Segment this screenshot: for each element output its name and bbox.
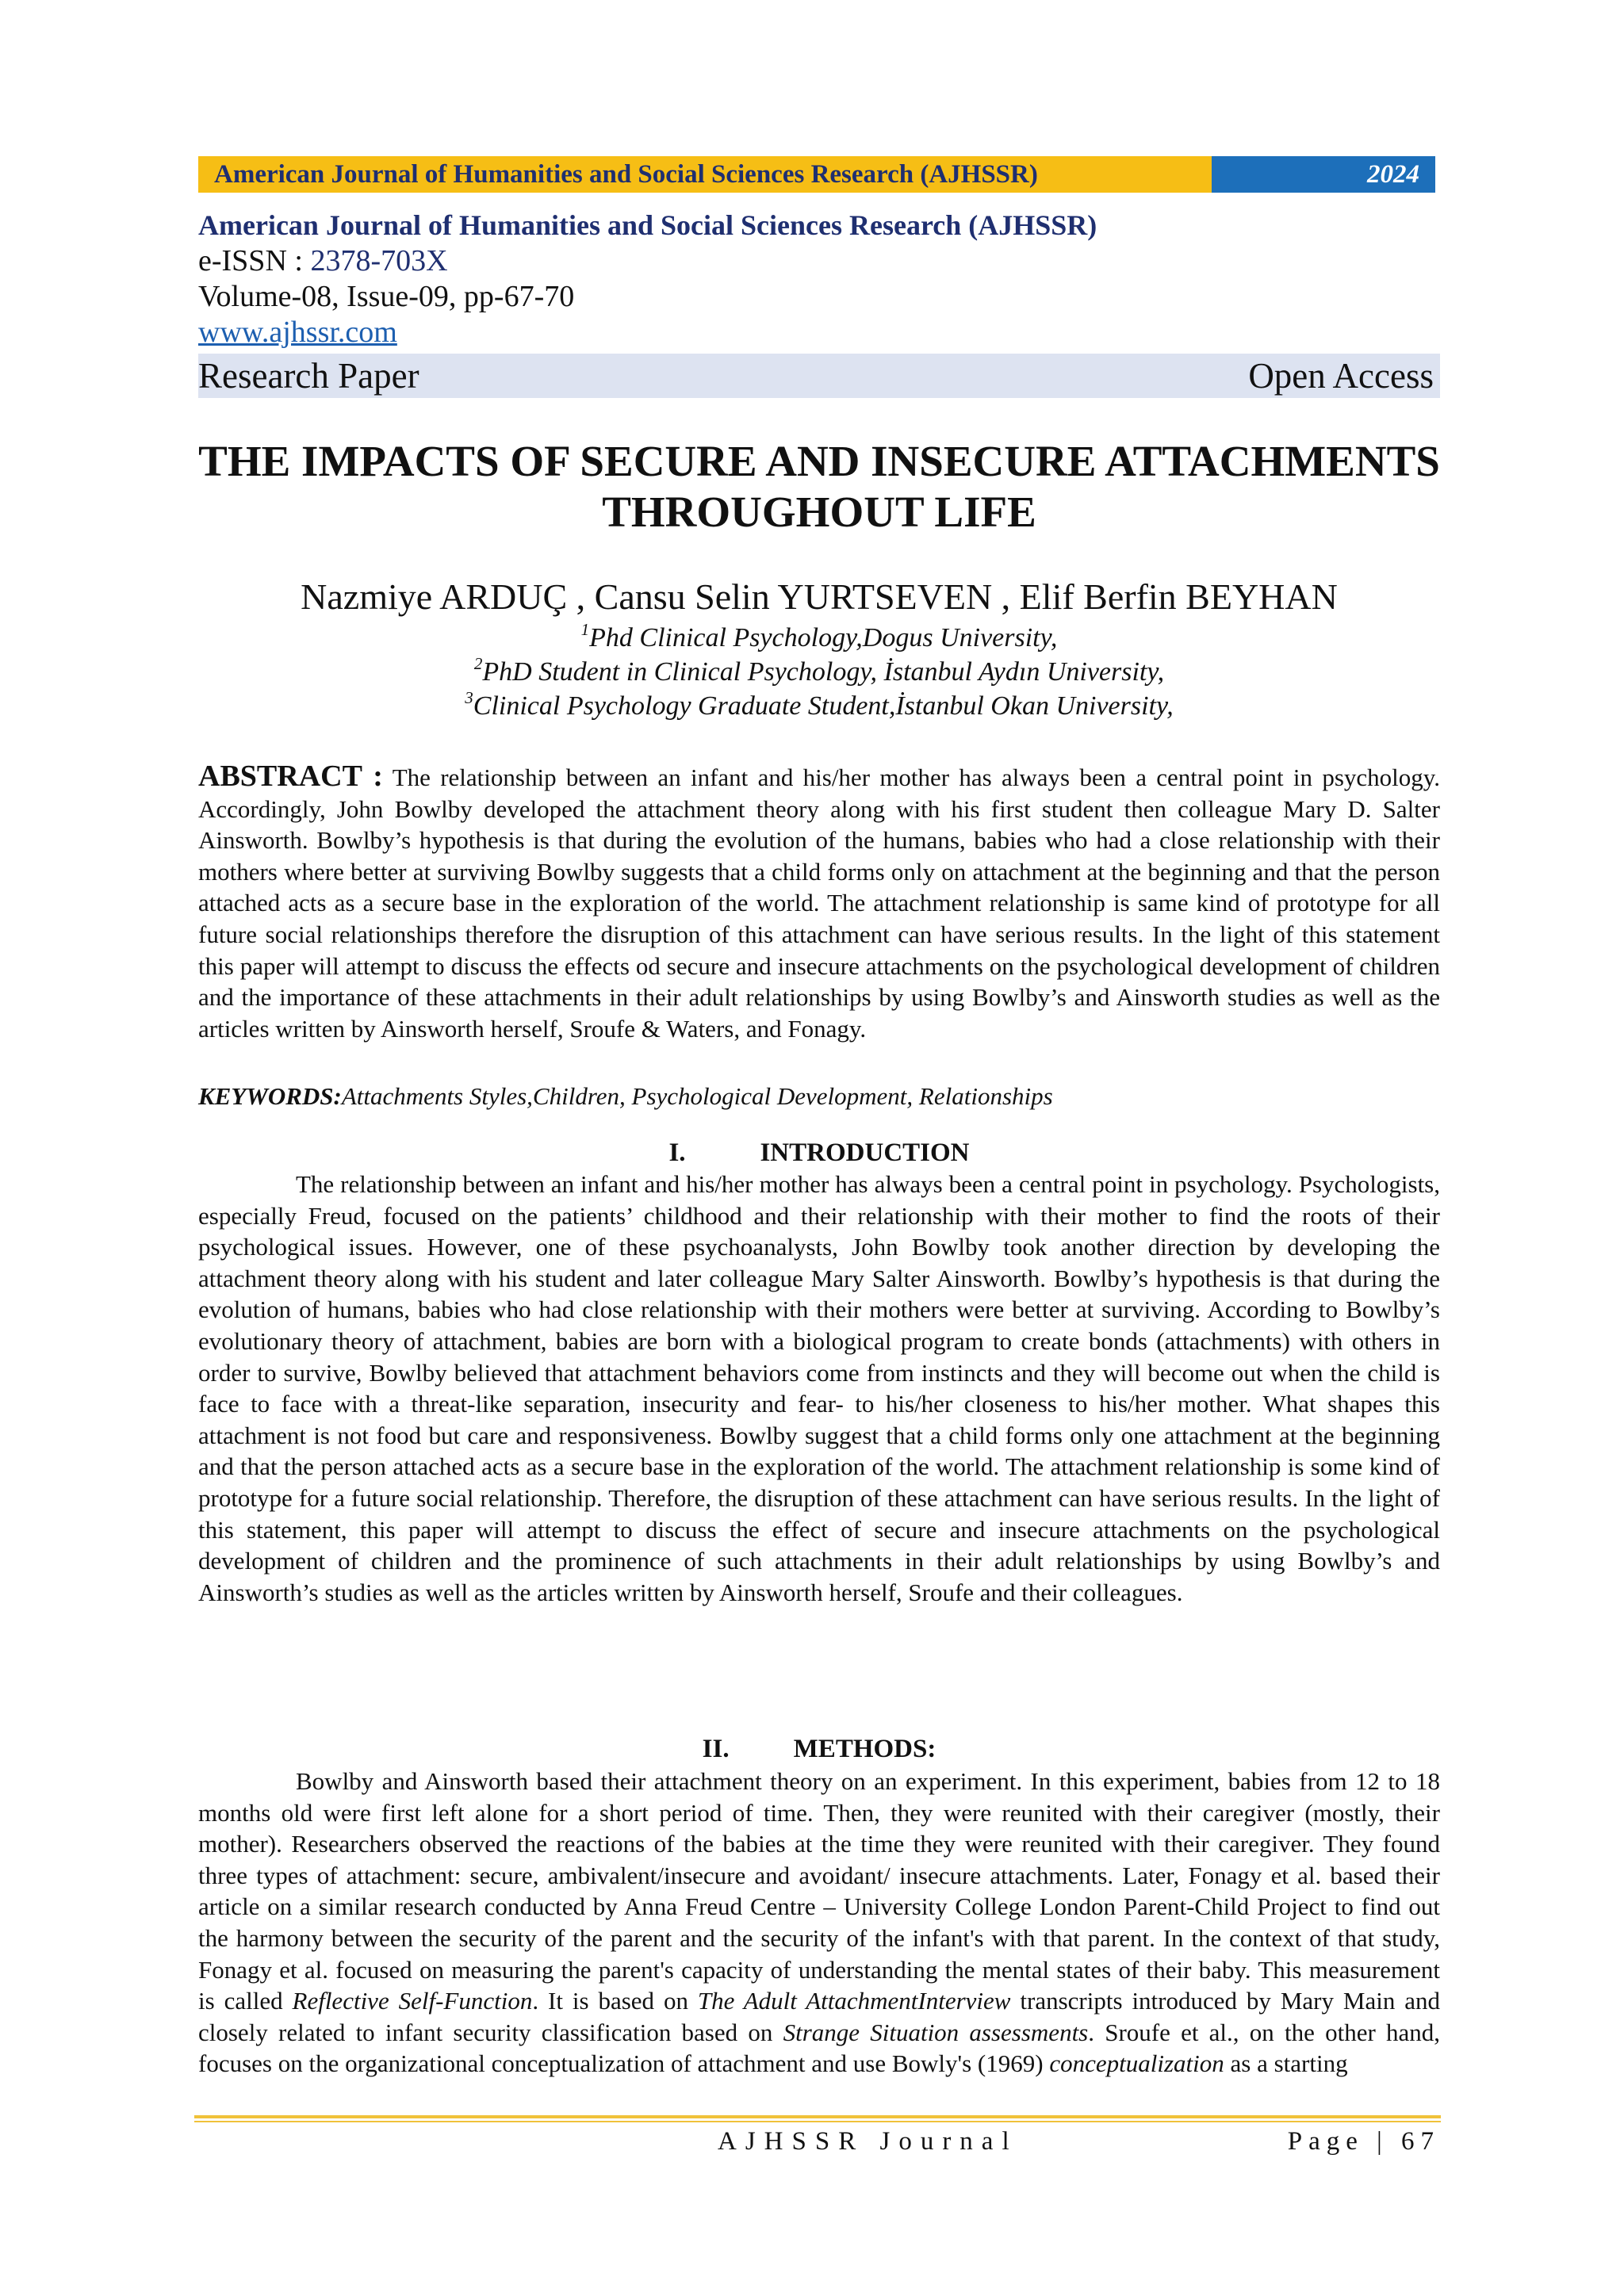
issn-value: 2378-703X bbox=[310, 244, 448, 277]
header-band-year: 2024 bbox=[1212, 156, 1435, 193]
open-access-label: Open Access bbox=[1248, 356, 1434, 396]
journal-name: American Journal of Humanities and Social Sciences Research (AJHSSR) bbox=[198, 209, 1097, 241]
website-link[interactable]: www.ajhssr.com bbox=[198, 316, 397, 349]
header-band-title: American Journal of Humanities and Social Sciences Research (AJHSSR) bbox=[198, 156, 1212, 193]
affiliation-line: $^3$Clinical Psychology Graduate Student,İstanbul Okan University, bbox=[465, 688, 1174, 721]
footer-rule bbox=[194, 2115, 1441, 2118]
keywords-text: Attachments Styles,Children, Psychological Development, Relationships bbox=[341, 1082, 1053, 1110]
keywords-label: KEYWORDS: bbox=[198, 1082, 342, 1110]
abstract-text: The relationship between an infant and his/her mother has always been a central point in psychology. Accordingly, John Bowlby developed the attachment theory along with his first student then colleague Mary D. Salter Ainsworth. Bowlby’s hypothesis is that during the evolution of the humans, babies who had a close relationship with their mothers where better at surviving Bowlby suggests that a child forms only on attachment at the beginning and that the person attached acts as a secure base in the exploration of the world. The attachment relationship is same kind of prototype for all future social relationships therefore the disruption of this attachment can have serious results. In the light of this statement this paper will attempt to discuss the effects od secure and insecure attachments on the psychological development of children and the importance of these attachments in their adult relationships by using Bowlby’s and Ainsworth studies as well as the articles written by Ainsworth herself, Sroufe & Waters, and Fonagy. bbox=[198, 763, 1441, 1043]
footer-rule bbox=[194, 2121, 1441, 2122]
journal-header-band bbox=[198, 156, 1435, 193]
affiliation-line: $^1$Phd Clinical Psychology,Dogus University, bbox=[580, 620, 1058, 652]
paper-type-label: Research Paper bbox=[198, 356, 419, 396]
keywords-line bbox=[198, 1081, 1440, 1112]
section-heading-methods: II. METHODS: bbox=[702, 1735, 936, 1763]
introduction-paragraph: The relationship between an infant and his/her mother has always been a central point in psychology. Psychologists, especially Freud, focused on the patients’ childhood and their relationship with their mother to find the roots of their psychological issues. However, one of these psychoanalysts, John Bowlby took another direction by developing the attachment theory along with his student and later colleague Mary Salter Ainsworth. Bowlby’s hypothesis is that during the evolution of humans, babies who had close relationship with their mothers were better at surviving. According to Bowlby’s evolutionary theory of attachment, babies are born with a biological program to create bonds (attachments) with others in order to survive, Bowlby believed that attachment behaviors come from instincts and they will become out when the child is face to face with a threat-like separation, insecurity and fear- to his/her closeness to his/her mother. What shapes this attachment is not food but care and responsiveness. Bowlby suggest that a child forms only one attachment at the beginning and that the person attached acts as a secure base in the exploration of the world. The attachment relationship is some kind of prototype for a future social relationship. Therefore, the disruption of these attachment can have serious results. In the light of this statement, this paper will attempt to discuss the effect of secure and insecure attachments on the psychological development of children and the prominence of such attachments in their adult relationships by using Bowlby’s and Ainsworth’s studies as well as the articles written by Ainsworth herself, Sroufe and their colleagues. bbox=[198, 1170, 1440, 1606]
affiliation-line: $^2$PhD Student in Clinical Psychology, İstanbul Aydın University, bbox=[473, 654, 1165, 687]
issn-line bbox=[198, 243, 1443, 279]
footer-page-number: Page | 67 bbox=[1287, 2127, 1440, 2156]
paper-type-bar bbox=[198, 354, 1440, 398]
journal-meta bbox=[198, 208, 1443, 350]
abstract-label: ABSTRACT : bbox=[198, 760, 383, 793]
section-heading-introduction: I. INTRODUCTION bbox=[668, 1138, 970, 1167]
methods-paragraph: Bowlby and Ainsworth based their attachment theory on an experiment. In this experiment, babies from 12 to 18 months old were first left alone for a short period of time. Then, they were reunited with their caregiver (mostly, their mother). Researchers observed the reactions of the babies at the time they were reunited with their caregiver. They found three types of attachment: secure, ambivalent/insecure and avoidant/ insecure attachments. Later, Fonagy et al. based their article on a similar research conducted by Anna Freud Centre – University College London Parent-Child Project to find out the harmony between the security of the parent and the security of the infant's with that parent. In the context of that study, Fonagy et al. focused on measuring the parent's capacity of understanding the mental states of their baby. This measurement is called Reflective Self-Function. It is based on The Adult AttachmentInterview transcripts introduced by Mary Main and closely related to infant security classification based on Strange Situation assessments. Sroufe et al., on the other hand, focuses on the organizational conceptualization of attachment and use Bowly's (1969) conceptualization as a starting bbox=[198, 1767, 1440, 2078]
abstract-paragraph bbox=[198, 761, 1440, 1044]
author-affiliations bbox=[198, 621, 1440, 723]
paper-authors: Nazmiye ARDUÇ , Cansu Selin YURTSEVEN , Elif Berfin BEYHAN bbox=[301, 576, 1338, 617]
issn-label: e-ISSN : bbox=[198, 244, 311, 277]
volume-line: Volume-08, Issue-09, pp-67-70 bbox=[198, 280, 575, 313]
footer-journal-name: AJHSSR Journal bbox=[718, 2127, 1018, 2156]
paper-title: THE IMPACTS OF SECURE AND INSECURE ATTACHMENTS THROUGHOUT LIFE bbox=[198, 437, 1440, 536]
